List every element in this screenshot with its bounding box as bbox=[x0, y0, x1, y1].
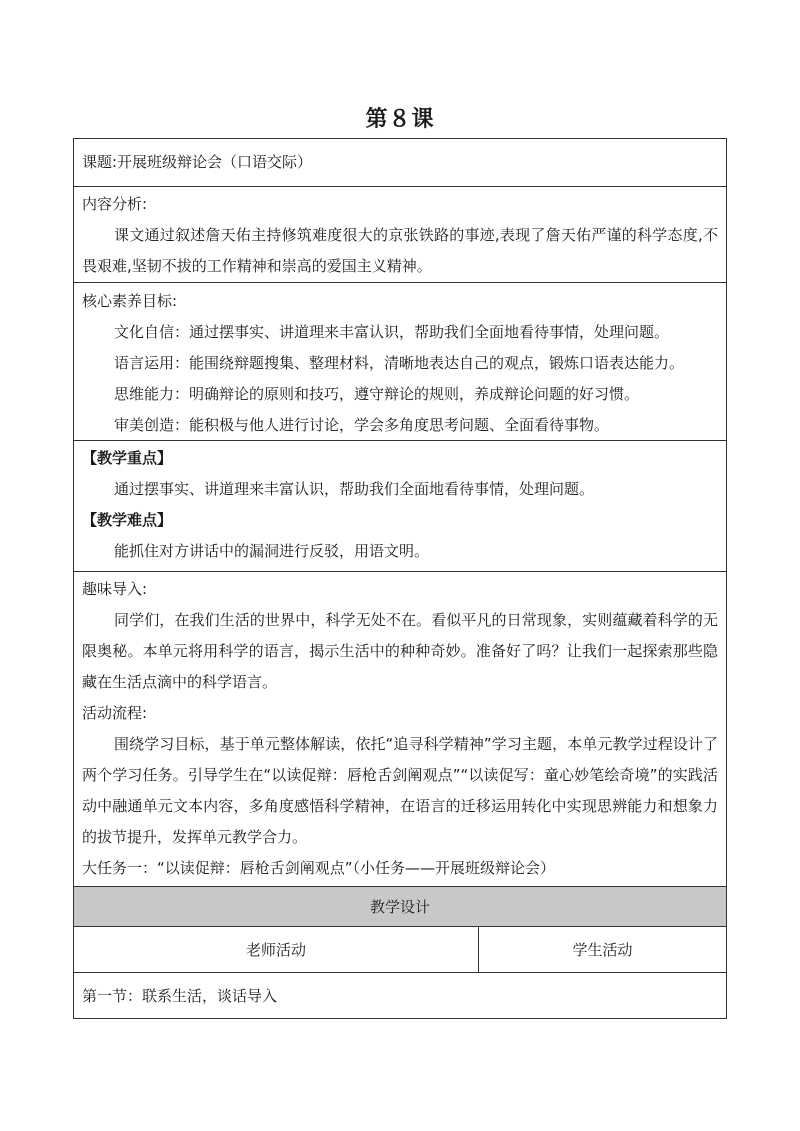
activity-text: 围绕学习目标，基于单元整体解读，依托“追寻科学精神”学习主题，本单元教学过程设计了两个学习任务。引导学生在“以读促辩：唇枪舌剑阐观点”“以读促写：童心妙笔绘奇境”的实践活动中融通单元文本内容，多角度感悟科学精神，在语言的迁移运用转化中实现思辨能力和想象力的拔节提升，发挥单元教学合力。 bbox=[82, 735, 718, 846]
core-goal-item: 思维能力：明确辩论的原则和技巧，遵守辩论的规则，养成辩论问题的好习惯。 bbox=[114, 385, 640, 403]
teacher-activity-header: 老师活动 bbox=[74, 927, 479, 972]
intro-text: 同学们，在我们生活的世界中，科学无处不在。看似平凡的日常现象，实则蕴藏着科学的无限奥秘。本单元将用科学的语言，揭示生活中的种种奇妙。准备好了吗？让我们一起探索那些隐藏在生活点滴中的科学语言。 bbox=[82, 611, 718, 691]
student-activity-header: 学生活动 bbox=[572, 941, 633, 959]
lesson-plan-table bbox=[73, 138, 727, 1019]
topic-row bbox=[74, 139, 726, 186]
key-points-text: 通过摆事实、讲道理来丰富认识，帮助我们全面地看待事情，处理问题。 bbox=[114, 480, 595, 498]
activity-columns-row bbox=[74, 926, 726, 972]
core-goal-item: 语言运用：能围绕辩题搜集、整理材料，清晰地表达自己的观点，锻炼口语表达能力。 bbox=[114, 354, 685, 372]
core-goals-heading: 核心素养目标: bbox=[82, 292, 178, 310]
task-one-text: 大任务一：“以读促辩：唇枪舌剑阐观点”（小任务——开展班级辩论会） bbox=[82, 859, 556, 877]
section-one-text: 第一节：联系生活，谈话导入 bbox=[82, 987, 278, 1005]
teaching-design-header: 教学设计 bbox=[74, 886, 726, 926]
page-title: 第８课 bbox=[365, 107, 435, 132]
section-one-row bbox=[74, 972, 726, 1018]
activity-heading: 活动流程: bbox=[82, 704, 148, 722]
key-difficult-section bbox=[74, 440, 726, 571]
difficult-points-text: 能抓住对方讲话中的漏洞进行反驳，用语文明。 bbox=[114, 542, 430, 560]
topic-text: 课题:开展班级辩论会（口语交际） bbox=[82, 153, 313, 171]
core-goals-section bbox=[74, 282, 726, 440]
content-analysis-text: 课文通过叙述詹天佑主持修筑难度很大的京张铁路的事迹,表现了詹天佑严谨的科学态度,不畏艰难,坚韧不拔的工作精神和崇高的爱国主义精神。 bbox=[82, 226, 718, 275]
intro-activity-section bbox=[74, 571, 726, 886]
key-points-heading: 【教学重点】 bbox=[82, 449, 173, 467]
intro-heading: 趣味导入: bbox=[82, 580, 148, 598]
content-analysis-section bbox=[74, 186, 726, 282]
core-goal-item: 审美创造：能积极与他人进行讨论，学会多角度思考问题、全面看待事物。 bbox=[114, 416, 610, 434]
content-analysis-heading: 内容分析: bbox=[82, 195, 148, 213]
difficult-points-heading: 【教学难点】 bbox=[82, 511, 173, 529]
core-goal-item: 文化自信：通过摆事实、讲道理来丰富认识，帮助我们全面地看待事情，处理问题。 bbox=[114, 323, 670, 341]
